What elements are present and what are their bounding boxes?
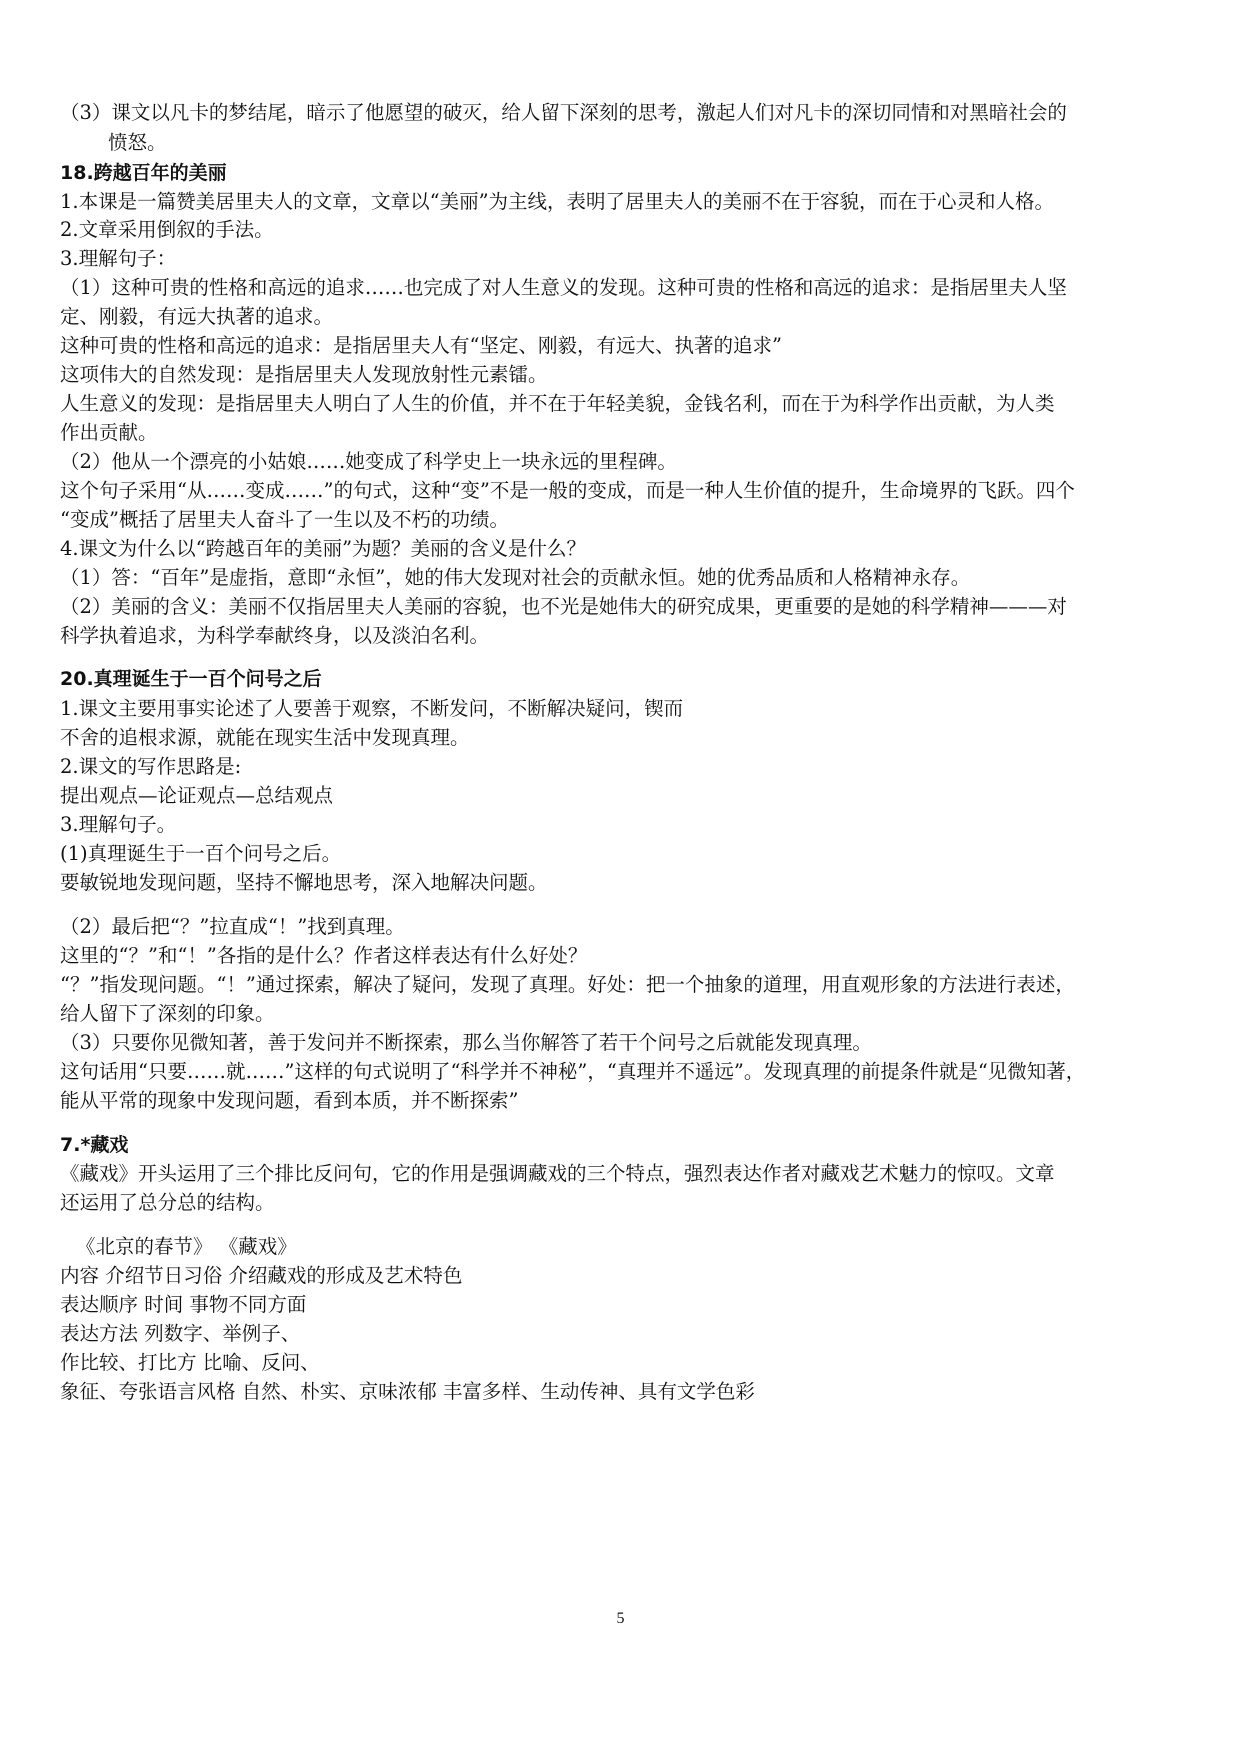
text-line: 《藏戏》开头运用了三个排比反问句，它的作用是强调藏戏的三个特点，强烈表达作者对藏戏艺术魅力的惊叹。文章 <box>60 1162 1055 1185</box>
text-line: 4.课文为什么以“跨越百年的美丽”为题？美丽的含义是什么？ <box>60 537 587 560</box>
text-line: 还运用了总分总的结构。 <box>60 1191 275 1214</box>
comparison-header: 《北京的春节》 《藏戏》 <box>76 1235 297 1258</box>
text-line: （2）美丽的含义：美丽不仅指居里夫人美丽的容貌，也不光是她伟大的研究成果，更重要的是她的科学精神———对 <box>60 595 1067 618</box>
text-line: 要敏锐地发现问题，坚持不懈地思考，深入地解决问题。 <box>60 871 548 894</box>
text-line: 1.本课是一篇赞美居里夫人的文章，文章以“美丽”为主线，表明了居里夫人的美丽不在于容貌，而在于心灵和人格。 <box>60 190 1055 213</box>
text-line: 这句话用“只要……就……”这样的句式说明了“科学并不神秘”，“真理并不遥远”。发现真理的前提条件就是“见微知著， <box>60 1060 1086 1083</box>
section-heading: 20.真理诞生于一百个问号之后 <box>60 668 322 690</box>
text-line: 1.课文主要用事实论述了人要善于观察，不断发问，不断解决疑问，锲而 <box>60 697 684 720</box>
comparison-row: 作比较、打比方 比喻、反问、 <box>60 1351 320 1374</box>
section-heading: 18.跨越百年的美丽 <box>60 162 227 184</box>
text-line: 提出观点—论证观点—总结观点 <box>60 784 334 807</box>
text-line: 这里的“？”和“！”各指的是什么？作者这样表达有什么好处？ <box>60 944 588 967</box>
text-line: 能从平常的现象中发现问题，看到本质，并不断探索” <box>60 1089 519 1112</box>
section-heading: 7.*藏戏 <box>60 1134 129 1156</box>
text-line: 2.文章采用倒叙的手法。 <box>60 218 274 241</box>
text-line: （1）答：“百年”是虚指，意即“永恒”，她的伟大发现对社会的贡献永恒。她的优秀品质和人格精神永存。 <box>60 566 971 589</box>
comparison-row: 象征、夸张语言风格 自然、朴实、京味浓郁 丰富多样、生动传神、具有文学色彩 <box>60 1380 755 1403</box>
text-line: 这种可贵的性格和高远的追求：是指居里夫人有“坚定、刚毅，有远大、执著的追求” <box>60 334 782 357</box>
text-line: 3.理解句子： <box>60 247 177 270</box>
text-line: 不舍的追根求源，就能在现实生活中发现真理。 <box>60 726 470 749</box>
text-line: 2.课文的写作思路是: <box>60 755 242 778</box>
comparison-row: 内容 介绍节日习俗 介绍藏戏的形成及艺术特色 <box>60 1264 463 1287</box>
text-line: (1)真理诞生于一百个问号之后。 <box>60 842 342 865</box>
text-line: 给人留下了深刻的印象。 <box>60 1002 275 1025</box>
text-line: 定、刚毅，有远大执著的追求。 <box>60 305 334 328</box>
text-line: 3.理解句子。 <box>60 813 177 836</box>
text-line: 科学执着追求，为科学奉献终身，以及淡泊名利。 <box>60 624 490 647</box>
text-line: 人生意义的发现：是指居里夫人明白了人生的价值，并不在于年轻美貌，金钱名利，而在于为科学作出贡献，为人类 <box>60 392 1055 415</box>
comparison-row: 表达方法 列数字、举例子、 <box>60 1322 301 1345</box>
text-line: “变成”概括了居里夫人奋斗了一生以及不朽的功绩。 <box>60 508 509 531</box>
text-line: （3）课文以凡卡的梦结尾，暗示了他愿望的破灭，给人留下深刻的思考，激起人们对凡卡的深切同情和对黑暗社会的 <box>60 101 1067 124</box>
text-line: 愤怒。 <box>108 131 167 154</box>
text-line: 作出贡献。 <box>60 421 158 444</box>
text-line: （3）只要你见微知著，善于发问并不断探索，那么当你解答了若干个问号之后就能发现真理。 <box>60 1031 872 1054</box>
text-line: （2）他从一个漂亮的小姑娘……她变成了科学史上一块永远的里程碑。 <box>60 450 677 473</box>
text-line: 这个句子采用“从……变成……”的句式，这种“变”不是一般的变成，而是一种人生价值的提升，生命境界的飞跃。四个 <box>60 479 1075 502</box>
text-line: 这项伟大的自然发现：是指居里夫人发现放射性元素镭。 <box>60 363 548 386</box>
text-line: （2）最后把“？”拉直成“！”找到真理。 <box>60 915 405 938</box>
page-number: 5 <box>616 1610 625 1627</box>
text-line: （1）这种可贵的性格和高远的追求……也完成了对人生意义的发现。这种可贵的性格和高远的追求：是指居里夫人坚 <box>60 276 1067 299</box>
comparison-row: 表达顺序 时间 事物不同方面 <box>60 1293 307 1316</box>
text-line: “？”指发现问题。“！”通过探索，解决了疑问，发现了真理。好处：把一个抽象的道理，用直观形象的方法进行表述， <box>60 973 1075 996</box>
